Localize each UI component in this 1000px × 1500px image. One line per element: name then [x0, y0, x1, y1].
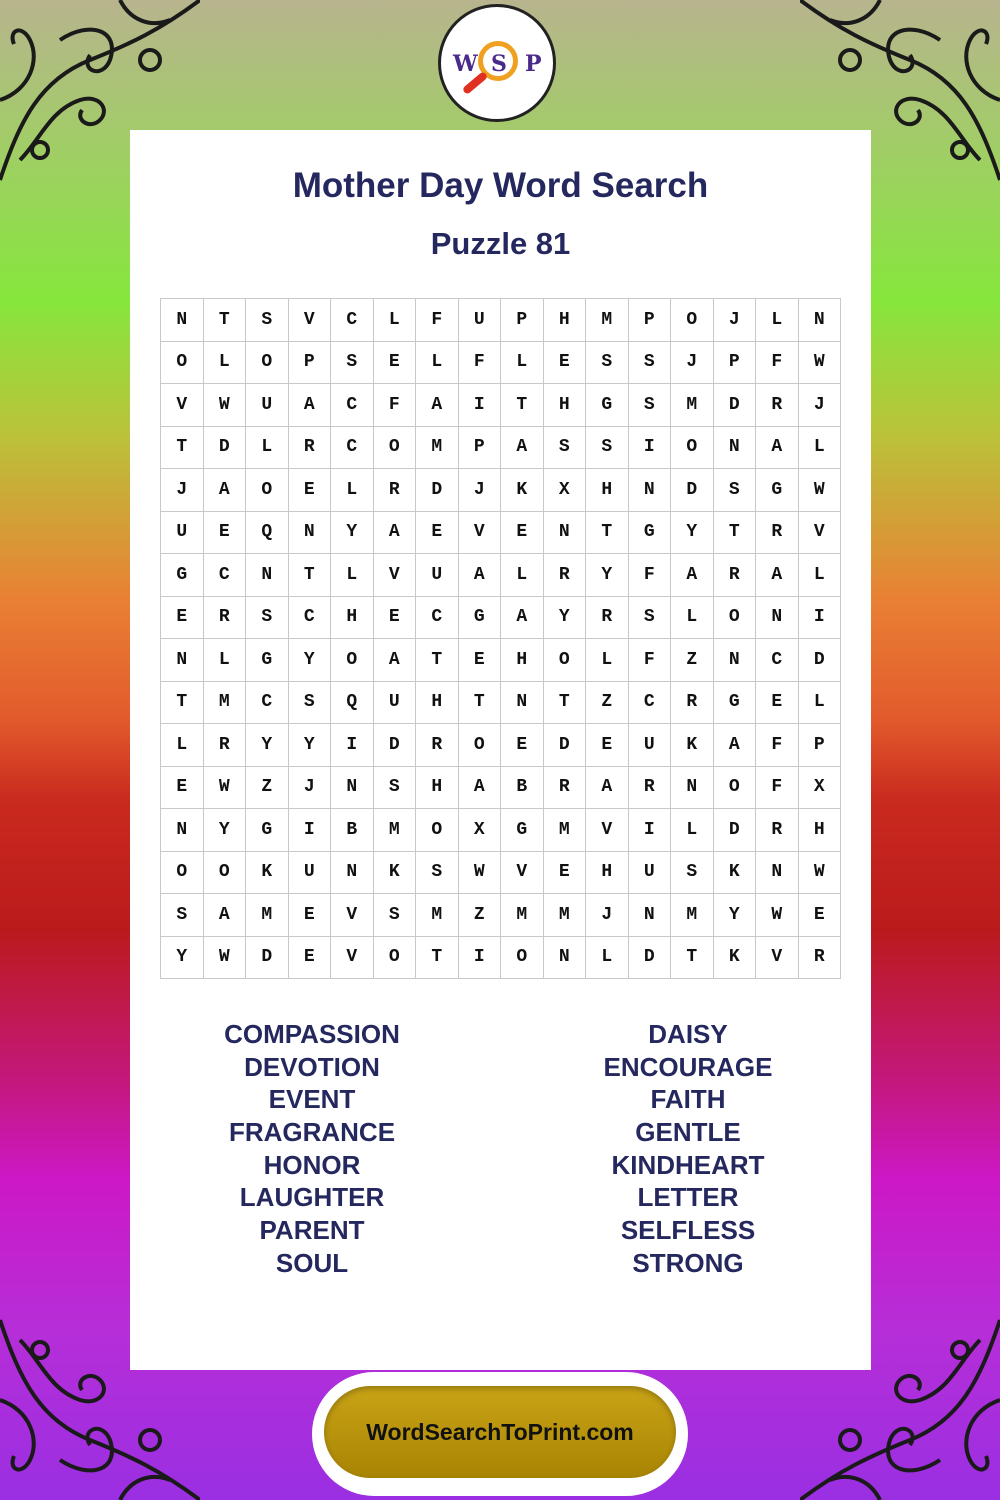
grid-cell[interactable]: Y: [161, 937, 204, 980]
grid-cell[interactable]: N: [799, 299, 842, 342]
grid-cell[interactable]: J: [161, 469, 204, 512]
grid-cell[interactable]: R: [629, 767, 672, 810]
grid-cell[interactable]: T: [289, 554, 332, 597]
grid-cell[interactable]: R: [544, 554, 587, 597]
grid-cell[interactable]: V: [586, 809, 629, 852]
grid-cell[interactable]: A: [289, 384, 332, 427]
puzzle-number: Puzzle 81: [430, 226, 571, 261]
grid-cell[interactable]: V: [799, 512, 842, 555]
grid-cell[interactable]: D: [671, 469, 714, 512]
grid-cell[interactable]: G: [586, 384, 629, 427]
grid-cell[interactable]: R: [756, 512, 799, 555]
grid-cell[interactable]: Y: [586, 554, 629, 597]
grid-cell[interactable]: S: [629, 597, 672, 640]
grid-cell[interactable]: T: [161, 427, 204, 470]
letter-grid: [160, 298, 841, 979]
grid-cell[interactable]: L: [799, 682, 842, 725]
grid-cell[interactable]: Z: [671, 639, 714, 682]
grid-cell[interactable]: H: [416, 767, 459, 810]
grid-cell[interactable]: M: [416, 427, 459, 470]
grid-cell[interactable]: N: [756, 852, 799, 895]
grid-cell[interactable]: C: [756, 639, 799, 682]
grid-cell[interactable]: T: [416, 937, 459, 980]
grid-cell[interactable]: Q: [331, 682, 374, 725]
grid-cell[interactable]: U: [416, 554, 459, 597]
grid-cell[interactable]: Y: [671, 512, 714, 555]
grid-cell[interactable]: L: [331, 554, 374, 597]
grid-cell[interactable]: F: [629, 639, 672, 682]
grid-cell[interactable]: L: [501, 342, 544, 385]
grid-cell[interactable]: R: [714, 554, 757, 597]
grid-cell[interactable]: O: [671, 299, 714, 342]
grid-cell[interactable]: U: [629, 724, 672, 767]
grid-cell[interactable]: L: [161, 724, 204, 767]
grid-cell[interactable]: A: [501, 427, 544, 470]
grid-cell[interactable]: C: [629, 682, 672, 725]
grid-cell[interactable]: N: [629, 469, 672, 512]
grid-cell[interactable]: D: [799, 639, 842, 682]
grid-cell[interactable]: D: [416, 469, 459, 512]
grid-cell[interactable]: S: [586, 427, 629, 470]
grid-cell[interactable]: Z: [586, 682, 629, 725]
grid-cell[interactable]: B: [331, 809, 374, 852]
grid-cell[interactable]: J: [586, 894, 629, 937]
grid-cell[interactable]: S: [246, 597, 289, 640]
grid-cell[interactable]: A: [416, 384, 459, 427]
grid-cell[interactable]: O: [501, 937, 544, 980]
grid-cell[interactable]: E: [544, 342, 587, 385]
word-list-item: DAISY: [648, 1019, 728, 1049]
grid-cell[interactable]: T: [671, 937, 714, 980]
grid-cell[interactable]: P: [629, 299, 672, 342]
word-list-item: KINDHEART: [611, 1149, 765, 1180]
grid-cell[interactable]: Z: [459, 894, 502, 937]
grid-cell[interactable]: A: [586, 767, 629, 810]
grid-cell[interactable]: W: [459, 852, 502, 895]
grid-cell[interactable]: S: [416, 852, 459, 895]
puzzle-card: [130, 130, 871, 1370]
grid-cell[interactable]: O: [246, 342, 289, 385]
grid-cell[interactable]: E: [289, 469, 332, 512]
grid-cell[interactable]: A: [459, 767, 502, 810]
grid-cell[interactable]: G: [459, 597, 502, 640]
grid-cell[interactable]: J: [289, 767, 332, 810]
grid-cell[interactable]: F: [416, 299, 459, 342]
grid-cell[interactable]: E: [161, 767, 204, 810]
page-title: Mother Day Word Search: [292, 166, 709, 205]
word-list-item: HONOR: [263, 1149, 361, 1180]
grid-cell[interactable]: Y: [331, 512, 374, 555]
grid-cell[interactable]: O: [416, 809, 459, 852]
grid-cell[interactable]: C: [204, 554, 247, 597]
grid-cell[interactable]: N: [714, 427, 757, 470]
grid-cell[interactable]: L: [204, 342, 247, 385]
word-list-item: LETTER: [637, 1182, 739, 1213]
grid-cell[interactable]: L: [799, 427, 842, 470]
grid-cell[interactable]: O: [714, 597, 757, 640]
grid-cell[interactable]: J: [799, 384, 842, 427]
grid-cell[interactable]: V: [331, 894, 374, 937]
grid-cell[interactable]: G: [246, 639, 289, 682]
grid-cell[interactable]: I: [629, 427, 672, 470]
grid-cell[interactable]: T: [544, 682, 587, 725]
grid-cell[interactable]: D: [544, 724, 587, 767]
grid-cell[interactable]: R: [799, 937, 842, 980]
grid-cell[interactable]: H: [331, 597, 374, 640]
grid-cell[interactable]: R: [374, 469, 417, 512]
grid-cell[interactable]: C: [331, 384, 374, 427]
grid-cell[interactable]: C: [331, 427, 374, 470]
grid-cell[interactable]: T: [714, 512, 757, 555]
grid-cell[interactable]: N: [756, 597, 799, 640]
grid-cell[interactable]: H: [544, 384, 587, 427]
grid-cell[interactable]: C: [416, 597, 459, 640]
grid-cell[interactable]: J: [459, 469, 502, 512]
word-list-item: ENCOURAGE: [603, 1051, 773, 1082]
grid-cell[interactable]: M: [416, 894, 459, 937]
grid-cell[interactable]: R: [756, 809, 799, 852]
grid-cell[interactable]: E: [544, 852, 587, 895]
word-list-item: GENTLE: [635, 1117, 741, 1148]
grid-cell[interactable]: M: [204, 682, 247, 725]
grid-cell[interactable]: D: [374, 724, 417, 767]
grid-cell[interactable]: V: [459, 512, 502, 555]
grid-cell[interactable]: S: [161, 894, 204, 937]
grid-cell[interactable]: R: [671, 682, 714, 725]
grid-cell[interactable]: N: [289, 512, 332, 555]
grid-cell[interactable]: V: [289, 299, 332, 342]
grid-cell[interactable]: T: [416, 639, 459, 682]
grid-cell[interactable]: F: [756, 724, 799, 767]
website-label: WordSearchToPrint.com: [366, 1418, 634, 1445]
grid-cell[interactable]: A: [756, 554, 799, 597]
grid-cell[interactable]: D: [629, 937, 672, 980]
grid-cell[interactable]: H: [416, 682, 459, 725]
word-list-item: FAITH: [650, 1084, 726, 1115]
grid-cell[interactable]: W: [799, 469, 842, 512]
grid-cell[interactable]: U: [289, 852, 332, 895]
grid-cell[interactable]: O: [544, 639, 587, 682]
grid-cell[interactable]: Z: [246, 767, 289, 810]
grid-cell[interactable]: S: [246, 299, 289, 342]
grid-cell[interactable]: T: [586, 512, 629, 555]
grid-cell[interactable]: P: [459, 427, 502, 470]
grid-cell[interactable]: G: [629, 512, 672, 555]
grid-cell[interactable]: O: [671, 427, 714, 470]
grid-cell[interactable]: J: [714, 299, 757, 342]
grid-cell[interactable]: V: [501, 852, 544, 895]
grid-cell[interactable]: R: [289, 427, 332, 470]
grid-cell[interactable]: L: [799, 554, 842, 597]
word-list-left: [152, 1018, 472, 1280]
grid-cell[interactable]: N: [331, 852, 374, 895]
grid-cell[interactable]: N: [161, 639, 204, 682]
grid-cell[interactable]: S: [544, 427, 587, 470]
grid-cell[interactable]: E: [161, 597, 204, 640]
grid-cell[interactable]: S: [374, 894, 417, 937]
grid-cell[interactable]: S: [586, 342, 629, 385]
grid-cell[interactable]: K: [714, 937, 757, 980]
grid-cell[interactable]: Y: [714, 894, 757, 937]
word-list-item: STRONG: [632, 1247, 744, 1278]
grid-cell[interactable]: M: [671, 384, 714, 427]
grid-cell[interactable]: R: [756, 384, 799, 427]
grid-cell[interactable]: W: [204, 384, 247, 427]
grid-cell[interactable]: A: [374, 512, 417, 555]
grid-cell[interactable]: U: [629, 852, 672, 895]
grid-cell[interactable]: L: [416, 342, 459, 385]
grid-cell[interactable]: A: [204, 894, 247, 937]
grid-cell[interactable]: N: [246, 554, 289, 597]
grid-cell[interactable]: H: [586, 852, 629, 895]
grid-cell[interactable]: X: [799, 767, 842, 810]
grid-cell[interactable]: U: [161, 512, 204, 555]
word-list-item: SELFLESS: [620, 1215, 756, 1246]
grid-cell[interactable]: W: [204, 937, 247, 980]
grid-cell[interactable]: D: [714, 384, 757, 427]
word-list-item: COMPASSION: [224, 1019, 400, 1049]
grid-cell[interactable]: V: [161, 384, 204, 427]
grid-cell[interactable]: G: [714, 682, 757, 725]
grid-cell[interactable]: M: [544, 894, 587, 937]
grid-cell[interactable]: I: [799, 597, 842, 640]
word-list-item: FRAGRANCE: [228, 1117, 396, 1148]
grid-cell[interactable]: G: [756, 469, 799, 512]
grid-cell[interactable]: A: [756, 427, 799, 470]
grid-cell[interactable]: W: [799, 342, 842, 385]
word-list-item: LAUGHTER: [239, 1182, 385, 1213]
grid-cell[interactable]: S: [671, 852, 714, 895]
grid-cell[interactable]: N: [331, 767, 374, 810]
grid-cell[interactable]: G: [246, 809, 289, 852]
grid-cell[interactable]: I: [289, 809, 332, 852]
grid-cell[interactable]: K: [714, 852, 757, 895]
grid-cell[interactable]: E: [374, 597, 417, 640]
grid-cell[interactable]: F: [629, 554, 672, 597]
grid-cell[interactable]: A: [459, 554, 502, 597]
grid-cell[interactable]: O: [246, 469, 289, 512]
grid-cell[interactable]: K: [501, 469, 544, 512]
grid-cell[interactable]: T: [459, 682, 502, 725]
grid-cell[interactable]: E: [204, 512, 247, 555]
grid-cell[interactable]: S: [374, 767, 417, 810]
grid-cell[interactable]: H: [799, 809, 842, 852]
grid-cell[interactable]: A: [714, 724, 757, 767]
grid-cell[interactable]: F: [459, 342, 502, 385]
grid-cell[interactable]: H: [586, 469, 629, 512]
grid-cell[interactable]: S: [289, 682, 332, 725]
grid-cell[interactable]: E: [586, 724, 629, 767]
grid-cell[interactable]: B: [501, 767, 544, 810]
grid-cell[interactable]: A: [501, 597, 544, 640]
grid-cell[interactable]: X: [459, 809, 502, 852]
grid-cell[interactable]: K: [374, 852, 417, 895]
grid-cell[interactable]: N: [544, 512, 587, 555]
grid-cell[interactable]: E: [374, 342, 417, 385]
grid-cell[interactable]: O: [204, 852, 247, 895]
grid-cell[interactable]: J: [671, 342, 714, 385]
grid-cell[interactable]: F: [756, 342, 799, 385]
word-list-item: PARENT: [259, 1215, 365, 1246]
grid-cell[interactable]: A: [671, 554, 714, 597]
grid-cell[interactable]: C: [246, 682, 289, 725]
grid-cell[interactable]: P: [799, 724, 842, 767]
grid-cell[interactable]: P: [714, 342, 757, 385]
grid-cell[interactable]: N: [161, 809, 204, 852]
wsp-logo: [438, 4, 556, 122]
grid-cell[interactable]: N: [629, 894, 672, 937]
grid-cell[interactable]: O: [331, 639, 374, 682]
grid-cell[interactable]: Y: [544, 597, 587, 640]
grid-cell[interactable]: T: [161, 682, 204, 725]
logo-letter-w: W: [453, 51, 478, 77]
grid-cell[interactable]: O: [459, 724, 502, 767]
grid-cell[interactable]: F: [756, 767, 799, 810]
footer-banner: [312, 1372, 688, 1496]
grid-cell[interactable]: O: [161, 852, 204, 895]
grid-cell[interactable]: O: [161, 342, 204, 385]
grid-cell[interactable]: G: [501, 809, 544, 852]
grid-cell[interactable]: M: [501, 894, 544, 937]
grid-cell[interactable]: Q: [246, 512, 289, 555]
grid-cell[interactable]: M: [586, 299, 629, 342]
grid-cell[interactable]: E: [501, 724, 544, 767]
logo-letter-s: S: [491, 51, 507, 77]
grid-cell[interactable]: U: [374, 682, 417, 725]
grid-cell[interactable]: H: [501, 639, 544, 682]
grid-cell[interactable]: R: [204, 597, 247, 640]
grid-cell[interactable]: L: [671, 809, 714, 852]
grid-cell[interactable]: R: [204, 724, 247, 767]
grid-cell[interactable]: P: [501, 299, 544, 342]
grid-cell[interactable]: X: [544, 469, 587, 512]
grid-cell[interactable]: Y: [289, 724, 332, 767]
grid-cell[interactable]: W: [799, 852, 842, 895]
grid-cell[interactable]: N: [544, 937, 587, 980]
grid-cell[interactable]: O: [714, 767, 757, 810]
grid-cell[interactable]: L: [246, 427, 289, 470]
grid-cell[interactable]: V: [331, 937, 374, 980]
grid-cell[interactable]: S: [331, 342, 374, 385]
grid-cell[interactable]: I: [629, 809, 672, 852]
word-list-item: SOUL: [275, 1247, 349, 1278]
grid-cell[interactable]: A: [204, 469, 247, 512]
grid-cell[interactable]: W: [756, 894, 799, 937]
grid-cell[interactable]: L: [586, 639, 629, 682]
grid-cell[interactable]: L: [586, 937, 629, 980]
grid-cell[interactable]: L: [756, 299, 799, 342]
grid-cell[interactable]: L: [671, 597, 714, 640]
grid-cell[interactable]: E: [289, 894, 332, 937]
grid-cell[interactable]: V: [374, 554, 417, 597]
grid-cell[interactable]: L: [501, 554, 544, 597]
grid-cell[interactable]: G: [161, 554, 204, 597]
grid-cell[interactable]: V: [756, 937, 799, 980]
grid-cell[interactable]: N: [714, 639, 757, 682]
grid-cell[interactable]: D: [714, 809, 757, 852]
grid-cell[interactable]: M: [671, 894, 714, 937]
grid-cell[interactable]: S: [629, 384, 672, 427]
grid-cell[interactable]: C: [289, 597, 332, 640]
grid-cell[interactable]: R: [416, 724, 459, 767]
grid-cell[interactable]: D: [204, 427, 247, 470]
grid-cell[interactable]: T: [204, 299, 247, 342]
grid-cell[interactable]: F: [374, 384, 417, 427]
grid-cell[interactable]: C: [331, 299, 374, 342]
website-button[interactable]: [324, 1386, 676, 1478]
grid-cell[interactable]: L: [331, 469, 374, 512]
grid-cell[interactable]: P: [289, 342, 332, 385]
grid-cell[interactable]: E: [756, 682, 799, 725]
grid-cell[interactable]: M: [544, 809, 587, 852]
grid-cell[interactable]: K: [671, 724, 714, 767]
grid-cell[interactable]: O: [374, 427, 417, 470]
grid-cell[interactable]: W: [204, 767, 247, 810]
logo-letter-p: P: [525, 51, 542, 77]
word-list-item: DEVOTION: [244, 1051, 380, 1082]
grid-cell[interactable]: Y: [246, 724, 289, 767]
grid-cell[interactable]: K: [246, 852, 289, 895]
grid-cell[interactable]: L: [374, 299, 417, 342]
grid-cell[interactable]: M: [374, 809, 417, 852]
grid-cell[interactable]: E: [799, 894, 842, 937]
grid-cell[interactable]: R: [544, 767, 587, 810]
word-list-item: EVENT: [268, 1084, 356, 1115]
word-list-right: [528, 1018, 848, 1280]
grid-cell[interactable]: R: [586, 597, 629, 640]
grid-cell[interactable]: U: [459, 299, 502, 342]
grid-cell[interactable]: S: [714, 469, 757, 512]
grid-cell[interactable]: N: [671, 767, 714, 810]
grid-cell[interactable]: U: [246, 384, 289, 427]
grid-cell[interactable]: T: [501, 384, 544, 427]
grid-cell[interactable]: L: [204, 639, 247, 682]
grid-cell[interactable]: Y: [289, 639, 332, 682]
grid-cell[interactable]: N: [501, 682, 544, 725]
grid-cell[interactable]: O: [374, 937, 417, 980]
grid-cell[interactable]: H: [544, 299, 587, 342]
grid-cell[interactable]: E: [289, 937, 332, 980]
grid-cell[interactable]: E: [501, 512, 544, 555]
grid-cell[interactable]: D: [246, 937, 289, 980]
grid-cell[interactable]: M: [246, 894, 289, 937]
grid-cell[interactable]: A: [374, 639, 417, 682]
grid-cell[interactable]: E: [459, 639, 502, 682]
grid-cell[interactable]: I: [459, 937, 502, 980]
grid-cell[interactable]: S: [629, 342, 672, 385]
grid-cell[interactable]: I: [331, 724, 374, 767]
grid-cell[interactable]: E: [416, 512, 459, 555]
grid-cell[interactable]: N: [161, 299, 204, 342]
grid-cell[interactable]: I: [459, 384, 502, 427]
grid-cell[interactable]: Y: [204, 809, 247, 852]
